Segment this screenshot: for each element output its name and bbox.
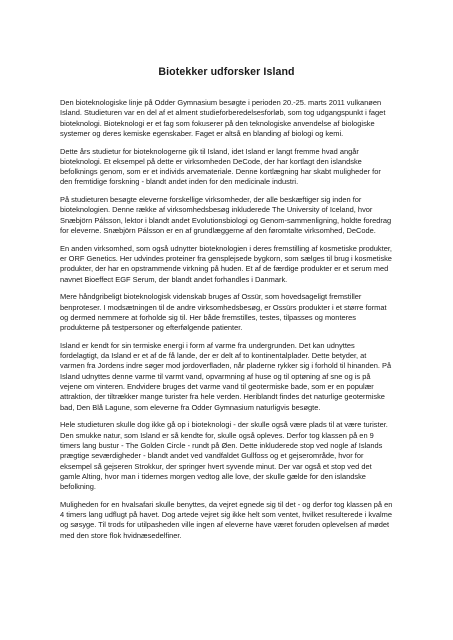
paragraph-university: På studieturen besøgte eleverne forskellige virksomheder, der alle beskæftiger sig inden for bioteknologien. Denne række af virksomhedsbesøg inkluderede The University of Iceland, hvor Snæbjörn Pálsson, lektor i blandt andet Evolutionsbiologi og Genom-sammenligning, holdte foredrag for eleverne. Snæbjörn Pálsson er en af grundlæggerne af den føromtalte virksomhed, DeCode.: [60, 195, 392, 236]
paragraph-ossur: Mere håndgribeligt bioteknologisk videnskab bruges af Ossür, som hovedsageligt fremstiller benproteser. I modsætningen til de andre virksomhedsbesøg, er Ossürs produkter i et større format og dermed nemmere at forholde sig til. Her både fremstilles, testes, tilpasses og monteres produkterne på testpersoner og efterfølgende patienter.: [60, 292, 387, 333]
paragraph-whale-safari: Muligheden for en hvalsafari skulle benyttes, da vejret egnede sig til det - og derfor tog klassen på en 4 timers lang udflugt på havet. Dog artede vejret sig ikke helt som ventet, hvilket resulterede i kvalme og søsyge. Til trods for utilpasheden ville ingen af eleverne have været foruden oplevelsen af mødet med den store flok hvidnæsedelfiner.: [60, 499, 393, 540]
document-title: Biotekker udforsker Island: [158, 66, 295, 78]
paragraph-orf-genetics: En anden virksomhed, som også udnytter bioteknologien i deres fremstilling af kosmetiske produkter, er ORF Genetics. Her udvindes proteiner fra gensplejsede bygkorn, som sælges til brug i kosmetiske produkter, der har en opstrammende virkning på huden. Et af de færdige produkter er et serum med navnet Bioeffect EGF Serum, der blandt andet forhandles i Danmark.: [60, 243, 392, 284]
paragraph-golden-circle: Hele studieturen skulle dog ikke gå op i bioteknologi - der skulle også være plads til at være turister. Den smukke natur, som Island er så kendte for, skulle også opleves. Derfor tog klassen på en 9 timers lang bustur - The Golden Circle - rundt på Øen. Dette inkluderede stop ved nogle af Islands prægtige seværdigheder - blandt andet ved vandfaldet Gullfoss og et gejserområde, hvor for eksempel så gejseren Strokkur, der springer hvert syvende minut. Der var også et stop ved det gamle Alting, hvor man i tidernes morgen vedtog alle love, der skulle gælde for den islandske befolkning.: [60, 420, 388, 492]
paragraph-decode: Dette års studietur for bioteknologerne gik til Island, idet Island er langt fremme hvad angår bioteknologi. Et eksempel på dette er virksomheden DeCode, der har kortlagt den islandske befolknings genom, som er et individs arvemateriale. Denne kortlægning har skabt muligheder for den fremtidige forskning - blandt andet inden for den medicinale industri.: [60, 146, 381, 187]
paragraph-intro: Den bioteknologiske linje på Odder Gymnasium besøgte i perioden 20.-25. marts 2011 vulkanøen Island. Studieturen var en del af et alment studieforberedelsesforløb, som tog udgangspunkt i faget bioteknologi. Bioteknologi er et fag som fokuserer på den teknologiske anvendelse af biologiske systemer og deres kemiske egenskaber. Faget er altså en blanding af biologi og kemi.: [60, 98, 386, 138]
paragraph-geothermal: Island er kendt for sin termiske energi i form af varme fra undergrunden. Det kan udnyttes fordelagtigt, da Island er et af de få lande, der er delt af to kontinentalplader. Dette betyder, at varmen fra Jordens indre søger mod jordoverfladen, når pladerne rykker sig i forhold til hinanden. På Island udnyttes denne varme til varmt vand, opvarmning af huse og til optøning af sne og is på vejene om vinteren. Endvidere bruges det varme vand til geotermiske bade, som er en populær attraktion, der tiltrækker mange turister fra hele verden. Heriblandt findes det naturlige geotermiske bad, Den Blå Lagune, som eleverne fra Odder Gymnasium naturligvis besøgte.: [60, 340, 392, 412]
